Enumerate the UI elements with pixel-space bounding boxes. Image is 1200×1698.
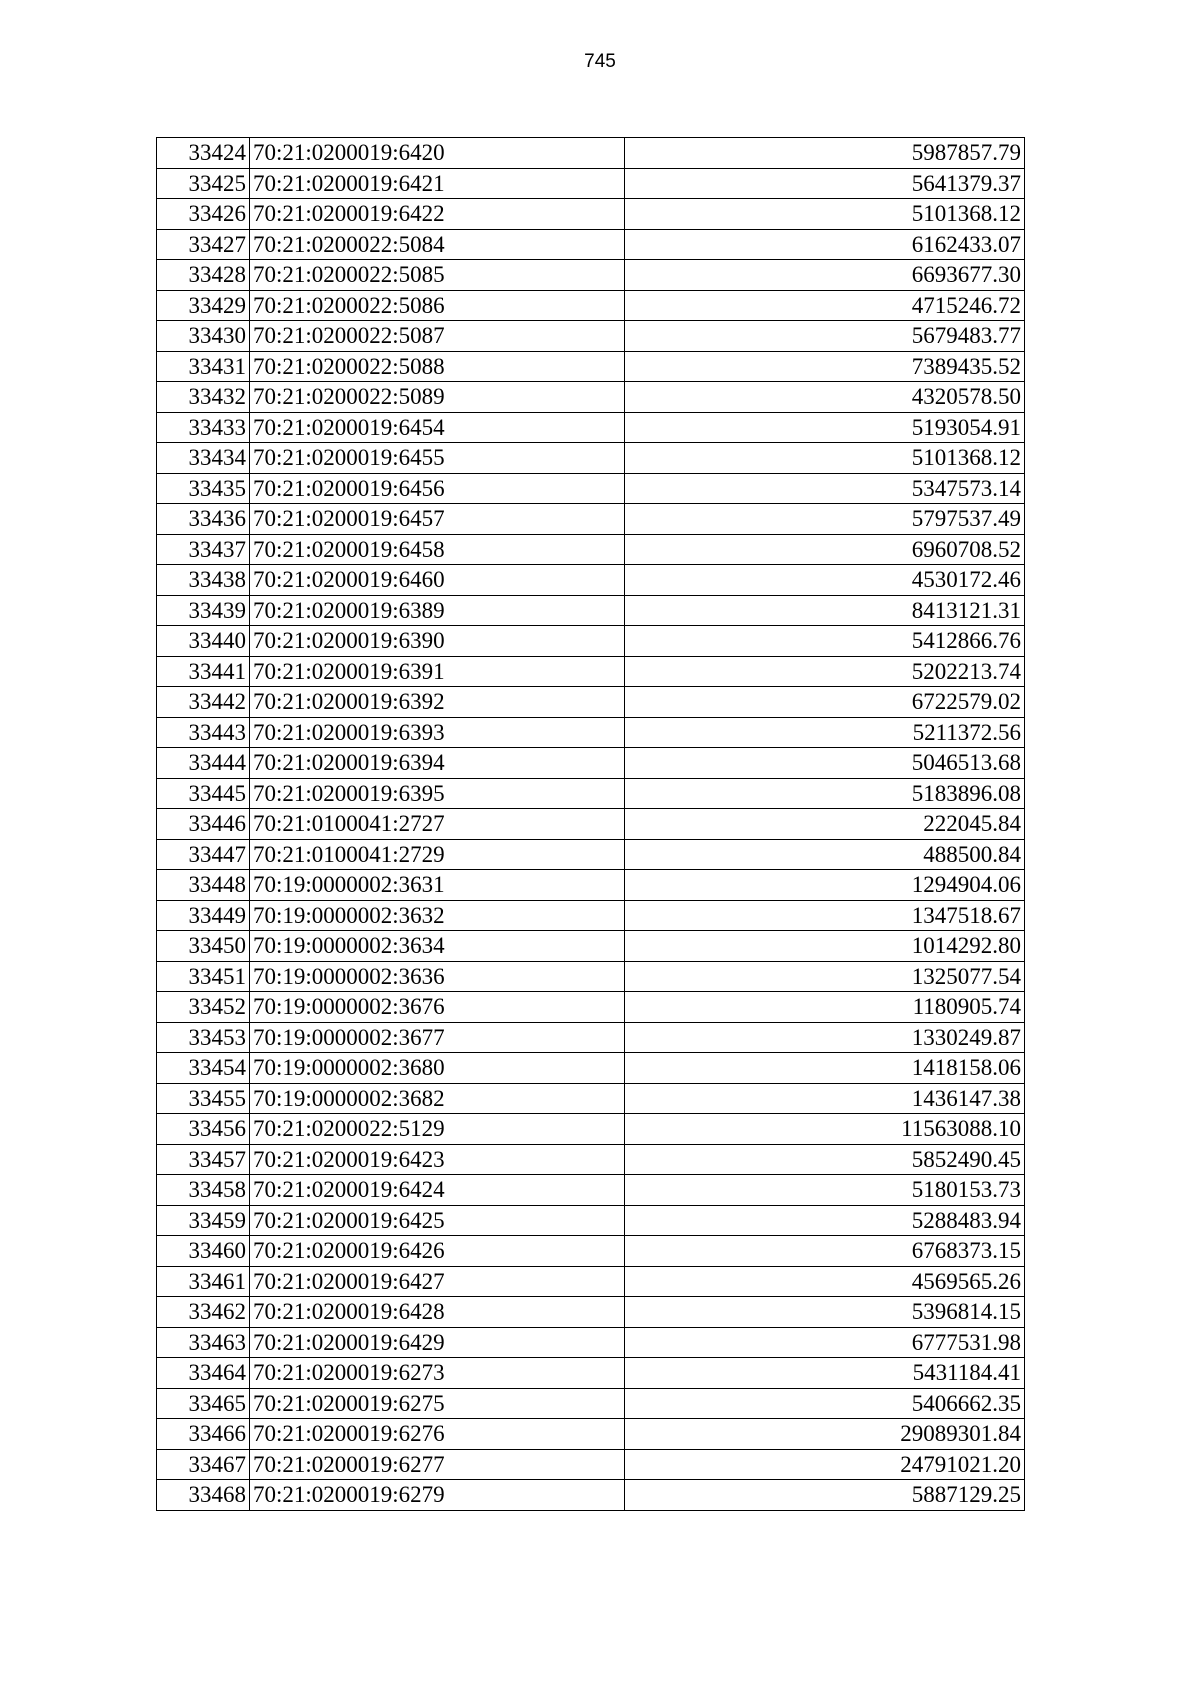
table-row [157, 931, 1025, 962]
table-row [157, 595, 1025, 626]
table-body [157, 138, 1025, 1511]
cadastral-number-cell: 70:21:0200019:6423 [250, 1144, 625, 1175]
cadastral-number-cell: 70:19:0000002:3682 [250, 1083, 625, 1114]
cadastral-value-cell: 6162433.07 [625, 229, 1025, 260]
table-row [157, 199, 1025, 230]
table-row [157, 656, 1025, 687]
table-row [157, 687, 1025, 718]
table-row [157, 138, 1025, 169]
cadastral-number-cell: 70:21:0200022:5086 [250, 290, 625, 321]
cadastral-value-cell: 5347573.14 [625, 473, 1025, 504]
page-number: 745 [584, 51, 616, 72]
cadastral-value-cell: 488500.84 [625, 839, 1025, 870]
table-row [157, 1449, 1025, 1480]
table-row [157, 351, 1025, 382]
cadastral-value-cell: 5431184.41 [625, 1358, 1025, 1389]
cadastral-number-cell: 70:19:0000002:3634 [250, 931, 625, 962]
cadastral-number-cell: 70:21:0200019:6455 [250, 443, 625, 474]
row-number-cell: 33465 [157, 1388, 250, 1419]
cadastral-value-cell: 24791021.20 [625, 1449, 1025, 1480]
cadastral-value-cell: 5412866.76 [625, 626, 1025, 657]
cadastral-number-cell: 70:21:0200019:6394 [250, 748, 625, 779]
cadastral-value-cell: 6722579.02 [625, 687, 1025, 718]
table-row [157, 1266, 1025, 1297]
row-number-cell: 33446 [157, 809, 250, 840]
row-number-cell: 33425 [157, 168, 250, 199]
table-row [157, 1114, 1025, 1145]
cadastral-number-cell: 70:19:0000002:3632 [250, 900, 625, 931]
row-number-cell: 33454 [157, 1053, 250, 1084]
cadastral-number-cell: 70:21:0200022:5088 [250, 351, 625, 382]
row-number-cell: 33457 [157, 1144, 250, 1175]
cadastral-number-cell: 70:21:0200019:6275 [250, 1388, 625, 1419]
cadastral-number-cell: 70:21:0200019:6457 [250, 504, 625, 535]
row-number-cell: 33432 [157, 382, 250, 413]
cadastral-number-cell: 70:21:0200019:6458 [250, 534, 625, 565]
table-row [157, 1022, 1025, 1053]
row-number-cell: 33431 [157, 351, 250, 382]
table-row [157, 1358, 1025, 1389]
table-row [157, 1480, 1025, 1511]
cadastral-value-cell: 8413121.31 [625, 595, 1025, 626]
cadastral-number-cell: 70:21:0200019:6456 [250, 473, 625, 504]
row-number-cell: 33439 [157, 595, 250, 626]
table-row [157, 992, 1025, 1023]
cadastral-value-cell: 1330249.87 [625, 1022, 1025, 1053]
table-row [157, 1083, 1025, 1114]
row-number-cell: 33445 [157, 778, 250, 809]
cadastral-value-cell: 5101368.12 [625, 199, 1025, 230]
cadastral-number-cell: 70:19:0000002:3676 [250, 992, 625, 1023]
cadastral-value-cell: 1347518.67 [625, 900, 1025, 931]
cadastral-value-cell: 6777531.98 [625, 1327, 1025, 1358]
table-row [157, 1175, 1025, 1206]
cadastral-number-cell: 70:21:0200019:6393 [250, 717, 625, 748]
cadastral-number-cell: 70:21:0200019:6390 [250, 626, 625, 657]
row-number-cell: 33430 [157, 321, 250, 352]
cadastral-number-cell: 70:21:0200019:6395 [250, 778, 625, 809]
row-number-cell: 33426 [157, 199, 250, 230]
cadastral-number-cell: 70:21:0200019:6425 [250, 1205, 625, 1236]
row-number-cell: 33436 [157, 504, 250, 535]
cadastral-number-cell: 70:21:0100041:2727 [250, 809, 625, 840]
table-row [157, 1388, 1025, 1419]
cadastral-number-cell: 70:21:0200019:6420 [250, 138, 625, 169]
table-row [157, 717, 1025, 748]
cadastral-value-cell: 5641379.37 [625, 168, 1025, 199]
cadastral-value-cell: 5396814.15 [625, 1297, 1025, 1328]
row-number-cell: 33428 [157, 260, 250, 291]
row-number-cell: 33453 [157, 1022, 250, 1053]
table-row [157, 1297, 1025, 1328]
cadastral-value-cell: 6768373.15 [625, 1236, 1025, 1267]
row-number-cell: 33452 [157, 992, 250, 1023]
table-row [157, 473, 1025, 504]
cadastral-number-cell: 70:21:0200019:6392 [250, 687, 625, 718]
table-row [157, 1236, 1025, 1267]
table-row [157, 412, 1025, 443]
table-row [157, 229, 1025, 260]
cadastral-number-cell: 70:21:0200019:6279 [250, 1480, 625, 1511]
cadastral-value-cell: 1325077.54 [625, 961, 1025, 992]
cadastral-value-cell: 4569565.26 [625, 1266, 1025, 1297]
cadastral-value-cell: 1418158.06 [625, 1053, 1025, 1084]
row-number-cell: 33447 [157, 839, 250, 870]
row-number-cell: 33441 [157, 656, 250, 687]
row-number-cell: 33459 [157, 1205, 250, 1236]
cadastral-value-cell: 7389435.52 [625, 351, 1025, 382]
cadastral-number-cell: 70:21:0200019:6277 [250, 1449, 625, 1480]
cadastral-value-cell: 4530172.46 [625, 565, 1025, 596]
cadastral-number-cell: 70:21:0100041:2729 [250, 839, 625, 870]
cadastral-number-cell: 70:21:0200019:6454 [250, 412, 625, 443]
row-number-cell: 33435 [157, 473, 250, 504]
cadastral-number-cell: 70:21:0200022:5129 [250, 1114, 625, 1145]
row-number-cell: 33449 [157, 900, 250, 931]
cadastral-value-cell: 5852490.45 [625, 1144, 1025, 1175]
table-row [157, 626, 1025, 657]
table-row [157, 534, 1025, 565]
cadastral-value-cell: 1014292.80 [625, 931, 1025, 962]
row-number-cell: 33466 [157, 1419, 250, 1450]
cadastral-number-cell: 70:21:0200019:6391 [250, 656, 625, 687]
row-number-cell: 33455 [157, 1083, 250, 1114]
cadastral-number-cell: 70:21:0200019:6426 [250, 1236, 625, 1267]
cadastral-value-table [156, 137, 1025, 1511]
cadastral-value-cell: 5987857.79 [625, 138, 1025, 169]
row-number-cell: 33440 [157, 626, 250, 657]
cadastral-value-cell: 5180153.73 [625, 1175, 1025, 1206]
table-row [157, 1144, 1025, 1175]
cadastral-value-cell: 5887129.25 [625, 1480, 1025, 1511]
cadastral-value-cell: 5046513.68 [625, 748, 1025, 779]
cadastral-number-cell: 70:21:0200022:5084 [250, 229, 625, 260]
cadastral-number-cell: 70:21:0200022:5087 [250, 321, 625, 352]
table-row [157, 504, 1025, 535]
table-row [157, 168, 1025, 199]
cadastral-number-cell: 70:19:0000002:3636 [250, 961, 625, 992]
table-row [157, 260, 1025, 291]
cadastral-value-cell: 5211372.56 [625, 717, 1025, 748]
row-number-cell: 33442 [157, 687, 250, 718]
row-number-cell: 33458 [157, 1175, 250, 1206]
row-number-cell: 33433 [157, 412, 250, 443]
table-row [157, 1327, 1025, 1358]
row-number-cell: 33427 [157, 229, 250, 260]
table-row [157, 382, 1025, 413]
row-number-cell: 33434 [157, 443, 250, 474]
table-row [157, 1205, 1025, 1236]
cadastral-value-cell: 29089301.84 [625, 1419, 1025, 1450]
cadastral-value-cell: 5193054.91 [625, 412, 1025, 443]
table-row [157, 809, 1025, 840]
row-number-cell: 33461 [157, 1266, 250, 1297]
cadastral-value-cell: 6693677.30 [625, 260, 1025, 291]
cadastral-number-cell: 70:21:0200019:6273 [250, 1358, 625, 1389]
table-row [157, 290, 1025, 321]
cadastral-number-cell: 70:21:0200019:6429 [250, 1327, 625, 1358]
cadastral-number-cell: 70:21:0200019:6421 [250, 168, 625, 199]
cadastral-value-cell: 5101368.12 [625, 443, 1025, 474]
cadastral-number-cell: 70:21:0200022:5089 [250, 382, 625, 413]
table-row [157, 1053, 1025, 1084]
row-number-cell: 33424 [157, 138, 250, 169]
cadastral-number-cell: 70:21:0200019:6460 [250, 565, 625, 596]
table-row [157, 870, 1025, 901]
cadastral-value-cell: 5288483.94 [625, 1205, 1025, 1236]
cadastral-value-cell: 1294904.06 [625, 870, 1025, 901]
row-number-cell: 33464 [157, 1358, 250, 1389]
table-row [157, 748, 1025, 779]
cadastral-value-cell: 4320578.50 [625, 382, 1025, 413]
cadastral-value-cell: 5406662.35 [625, 1388, 1025, 1419]
cadastral-number-cell: 70:21:0200019:6276 [250, 1419, 625, 1450]
row-number-cell: 33467 [157, 1449, 250, 1480]
table-row [157, 321, 1025, 352]
row-number-cell: 33429 [157, 290, 250, 321]
row-number-cell: 33437 [157, 534, 250, 565]
cadastral-value-cell: 5797537.49 [625, 504, 1025, 535]
cadastral-number-cell: 70:21:0200019:6422 [250, 199, 625, 230]
table-row [157, 1419, 1025, 1450]
table-row [157, 961, 1025, 992]
row-number-cell: 33456 [157, 1114, 250, 1145]
row-number-cell: 33463 [157, 1327, 250, 1358]
row-number-cell: 33450 [157, 931, 250, 962]
row-number-cell: 33451 [157, 961, 250, 992]
cadastral-value-cell: 6960708.52 [625, 534, 1025, 565]
cadastral-number-cell: 70:19:0000002:3631 [250, 870, 625, 901]
cadastral-number-cell: 70:21:0200022:5085 [250, 260, 625, 291]
cadastral-number-cell: 70:21:0200019:6427 [250, 1266, 625, 1297]
row-number-cell: 33438 [157, 565, 250, 596]
table-row [157, 565, 1025, 596]
cadastral-value-cell: 11563088.10 [625, 1114, 1025, 1145]
row-number-cell: 33443 [157, 717, 250, 748]
cadastral-number-cell: 70:19:0000002:3677 [250, 1022, 625, 1053]
row-number-cell: 33448 [157, 870, 250, 901]
cadastral-number-cell: 70:19:0000002:3680 [250, 1053, 625, 1084]
table-row [157, 443, 1025, 474]
row-number-cell: 33460 [157, 1236, 250, 1267]
cadastral-value-cell: 1180905.74 [625, 992, 1025, 1023]
cadastral-number-cell: 70:21:0200019:6424 [250, 1175, 625, 1206]
row-number-cell: 33462 [157, 1297, 250, 1328]
cadastral-number-cell: 70:21:0200019:6389 [250, 595, 625, 626]
table-row [157, 900, 1025, 931]
cadastral-value-cell: 5202213.74 [625, 656, 1025, 687]
cadastral-value-cell: 222045.84 [625, 809, 1025, 840]
cadastral-value-cell: 1436147.38 [625, 1083, 1025, 1114]
row-number-cell: 33468 [157, 1480, 250, 1511]
table-row [157, 778, 1025, 809]
cadastral-value-cell: 4715246.72 [625, 290, 1025, 321]
cadastral-value-cell: 5679483.77 [625, 321, 1025, 352]
cadastral-value-cell: 5183896.08 [625, 778, 1025, 809]
table-row [157, 839, 1025, 870]
cadastral-number-cell: 70:21:0200019:6428 [250, 1297, 625, 1328]
row-number-cell: 33444 [157, 748, 250, 779]
